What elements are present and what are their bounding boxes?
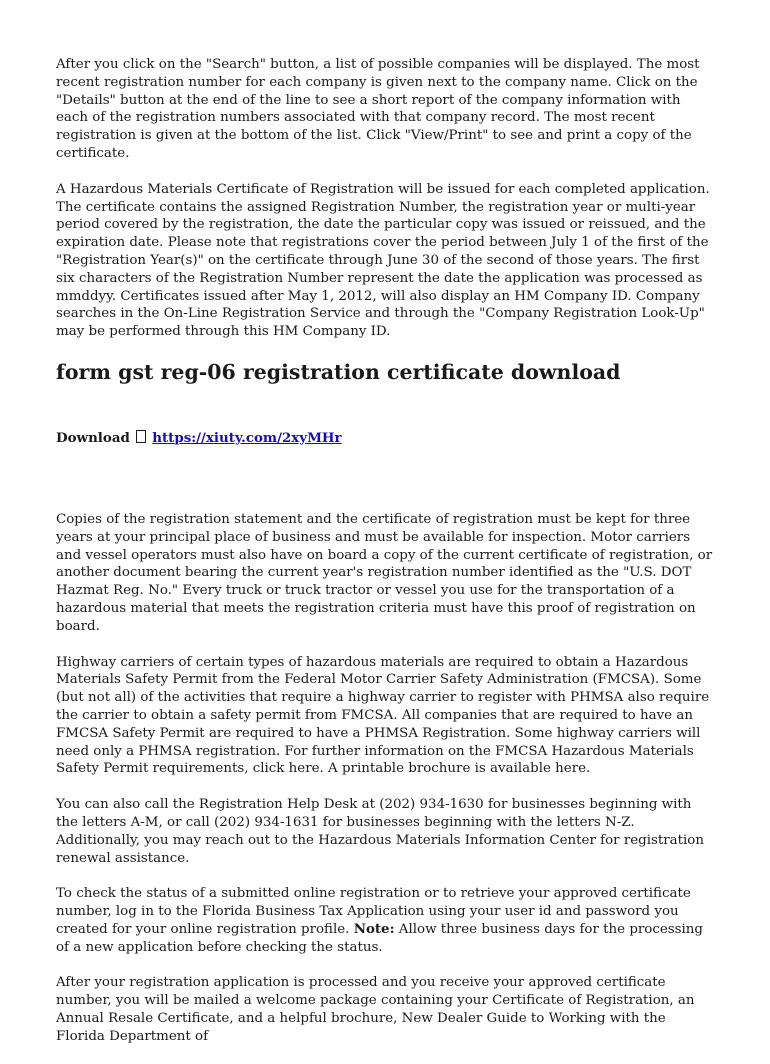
paragraph-record-keeping: Copies of the registration statement and the certificate of registration must be kept for three years at your principal place of business and must be available for inspection. Motor carriers and vessel operators must also have on board a copy of the current certificate of registration, or another document bearing the current year's registration number identified as the "U.S. DOT Hazmat Reg. No." Every truck or truck tractor or vessel you use for the transportation of a hazardous material that meets the registration criteria must have this proof of registration on board. xyxy=(56,511,713,634)
missing-glyph-icon xyxy=(136,430,146,443)
paragraph-help-desk: You can also call the Registration Help Desk at (202) 934-1630 for businesses beginning with the letters A-M, or call (202) 934-1631 for businesses beginning with the letters N-Z. Additionally, you may reach out to the Hazardous Materials Information Center for registration renewal assistance. xyxy=(56,797,704,866)
page-title: form gst reg-06 registration certificate download xyxy=(56,359,621,384)
intro-paragraph-search-results: After you click on the "Search" button, a list of possible companies will be displayed. The most recent registration number for each company is given next to the company name. Click on the "Details" button at the end of the line to see a short report of the company information with each of the registration numbers associated with that company record. The most recent registration is given at the bottom of the list. Click "View/Print" to see and print a copy of the certificate. xyxy=(56,57,700,161)
download-link[interactable]: https://xiuty.com/2xyMHr xyxy=(152,429,342,446)
intro-paragraph-certificate-info: A Hazardous Materials Certificate of Registration will be issued for each completed application. The certificate contains the assigned Registration Number, the registration year or multi-year period covered by the registration, the date the particular copy was issued or reissued, and the expiration date. Please note that registrations cover the period between July 1 of the first of the "Registration Year(s)" on the certificate through June 30 of the second of those years. The first six characters of the Registration Number represent the date the application was processed as mmddyy. Certificates issued after May 1, 2012, will also display an HM Company ID. Company searches in the On-Line Registration Service and through the "Company Registration Look-Up" may be performed through this HM Company ID. xyxy=(56,181,710,340)
download-line xyxy=(56,429,716,447)
paragraph-welcome-package: After your registration application is processed and you receive your approved certificate number, you will be mailed a welcome package containing your Certificate of Registration, an Annual Resale Certificate, and a helpful brochure, New Dealer Guide to Working with the Florida Department of xyxy=(56,975,695,1044)
paragraph-safety-permit: Highway carriers of certain types of hazardous materials are required to obtain a Hazardous Materials Safety Permit from the Federal Motor Carrier Safety Administration (FMCSA). Some (but not all) of the activities that require a highway carrier to register with PHMSA also require the carrier to obtain a safety permit from FMCSA. All companies that are required to have an FMCSA Safety Permit are required to have a PHMSA Registration. Some highway carriers will need only a PHMSA registration. For further information on the FMCSA Hazardous Materials Safety Permit requirements, click here. A printable brochure is available here. xyxy=(56,654,710,777)
note-label: Note: xyxy=(353,920,395,937)
status-check-text-after: Allow three business days for the processing of a new application before checking the status. xyxy=(56,921,704,955)
document-page xyxy=(56,56,716,1064)
paragraph-status-check xyxy=(56,885,716,956)
article-body xyxy=(56,511,716,1046)
download-label: Download xyxy=(56,429,130,446)
status-check-text-before: To check the status of a submitted online registration or to retrieve your approved certificate number, log in to the Florida Business Tax Application using your user id and password you created for your online registration profile. xyxy=(56,886,691,937)
